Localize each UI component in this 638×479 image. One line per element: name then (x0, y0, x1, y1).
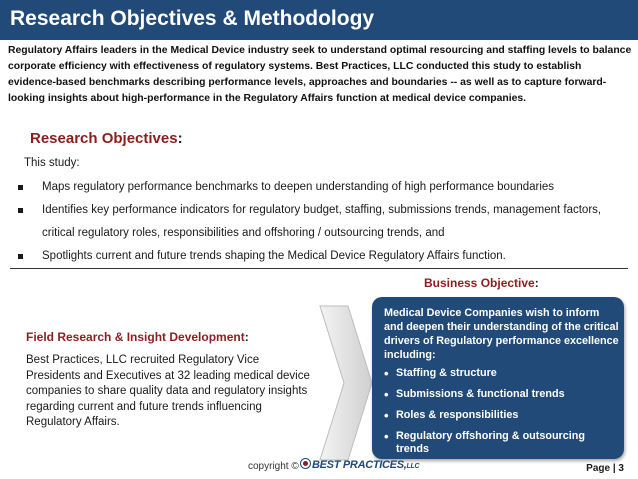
list-item (384, 367, 620, 380)
list-item-text: Submissions & functional trends (396, 388, 565, 400)
list-item (16, 245, 628, 268)
logo-text: BEST PRACTICES, (312, 459, 407, 471)
field-research-heading (26, 330, 249, 344)
intro-paragraph: Regulatory Affairs leaders in the Medical Device industry seek to understand optimal resourcing and staffing levels to balance corporate efficiency with effectiveness of regulatory systems. Best Practices, LLC conducted this study to establish evidence-based benchmarks describing performance levels, approaches and boundaries -- as well as to capture forward-looking insights about high-performance in the Regulatory Affairs function at medical device companies. (8, 45, 632, 104)
square-bullet-icon (18, 208, 23, 213)
page-number: Page | 3 (586, 463, 624, 474)
logo-suffix: LLC (406, 463, 420, 470)
list-item (16, 176, 628, 199)
business-objective-box (372, 297, 624, 459)
square-bullet-icon (18, 185, 23, 190)
bullet-icon: • (384, 366, 389, 381)
section-divider (10, 268, 628, 269)
bullet-icon: • (384, 408, 389, 423)
research-objectives-list (16, 176, 628, 268)
list-item-text: Maps regulatory performance benchmarks to deepen understanding of high performance boundaries (42, 181, 555, 193)
square-bullet-icon (18, 254, 23, 259)
field-research-colon: : (244, 330, 249, 344)
business-objective-heading (424, 276, 539, 290)
list-item (16, 199, 628, 245)
logo-mark-icon (300, 458, 311, 469)
chevron-right-arrow-icon (318, 304, 374, 462)
list-item-text: Identifies key performance indicators for regulatory budget, staffing, submissions trends, management factors, critical regulatory roles, responsibilities and offshoring / outsourcing trends, and (42, 204, 602, 239)
copyright-text: copyright © (248, 461, 299, 472)
list-item (384, 409, 620, 422)
list-item-text: Regulatory offshoring & outsourcing trends (396, 430, 585, 455)
list-item (384, 388, 620, 401)
research-objectives-heading (30, 130, 183, 147)
research-objectives-colon: : (177, 130, 183, 147)
list-item-text: Roles & responsibilities (396, 409, 519, 421)
page-title: Research Objectives & Methodology (10, 7, 375, 30)
list-item-text: Spotlights current and future trends shaping the Medical Device Regulatory Affairs function. (42, 250, 506, 262)
list-item (384, 430, 620, 456)
bullet-icon: • (384, 387, 389, 402)
list-item-text: Staffing & structure (396, 367, 497, 379)
bullet-icon: • (384, 429, 389, 444)
best-practices-logo (300, 458, 419, 471)
field-research-heading-text: Field Research & Insight Development (26, 330, 245, 344)
business-objective-heading-text: Business Objective (424, 276, 535, 290)
title-bar (0, 0, 638, 40)
business-objective-list (384, 367, 620, 464)
business-objective-colon: : (534, 276, 539, 290)
business-objective-intro: Medical Device Companies wish to inform and deepen their understanding of the critical drivers of Regulatory performance excellence including: (384, 307, 619, 361)
this-study-label: This study: (24, 157, 80, 169)
field-research-body: Best Practices, LLC recruited Regulatory Vice Presidents and Executives at 32 leading medical device companies to share quality data and regulatory insights regarding current and future trends influencing Regulatory Affairs. (26, 354, 310, 428)
research-objectives-heading-text: Research Objectives (30, 130, 178, 147)
